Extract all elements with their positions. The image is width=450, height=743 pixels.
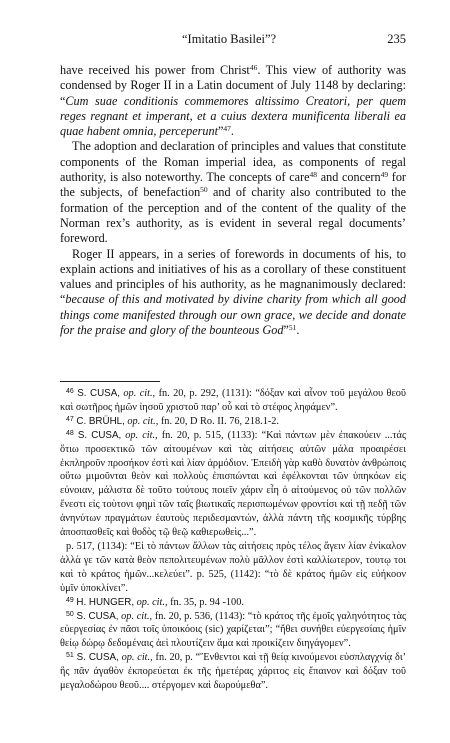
footnote-reference: fn. 20, D Ro. II. 76, 218.1-2.: [160, 415, 279, 427]
footnotes: [60, 387, 406, 693]
latin-quote: Cum suae conditionis commemores altissimo Creatori, per quem reges regnant et imperant, et a cuius dextera munificenta liberali ea quae habent omnia, perceperunt: [60, 93, 406, 139]
footnote-separator: [60, 381, 160, 382]
footnote-citation: op. cit.,: [121, 610, 153, 622]
text-run: The adoption and declaration of principles and values that constitute components of the Roman imperial idea, as components of regal authority, is also noteworthy. The concepts of care: [60, 139, 406, 185]
page-number: 235: [387, 32, 406, 46]
footnote-ref-49[interactable]: 49: [380, 170, 389, 180]
footnote-48: [60, 429, 406, 540]
text-run: ”: [217, 124, 224, 139]
footnote-reference: fn. 20, p. 536, (1143): “: [154, 610, 253, 622]
greek-quote: τὸ κράτος τῆς ἐμοῖς γαληνότητος τὰς εὐεργεσίας ἐν πᾶσι τοῖς ὑποικόοις (sic) χαρίζεται: [60, 610, 407, 636]
footnote-citation: op. cit.,: [127, 415, 159, 427]
footnote-citation: op. cit.,: [123, 388, 156, 399]
footnote-reference: fn. 20, p. 515, (1133): “: [161, 429, 267, 441]
text-run: and of charity also contributed to the formation of the perception and of the content of the quality of the Norman rex’s authority, as is evident in several regal documents’ foreword.: [60, 185, 407, 246]
footnote-51: [60, 651, 406, 693]
footnote-reference: fn. 20, p. “: [155, 652, 201, 664]
footnote-author: S. CUSA,: [77, 388, 120, 399]
footnote-ref-51[interactable]: 51: [288, 323, 297, 333]
text-run: ”.: [343, 638, 351, 650]
text-run: .: [230, 124, 234, 139]
text-run: for the subjects, of benefaction: [60, 170, 406, 200]
footnote-number: 47: [66, 415, 74, 423]
text-run: . This view of authority was condensed by Roger II in a Latin document of July 1148 by declaring: “: [60, 63, 406, 108]
greek-quote: δόξαν καὶ αἶνον τοῦ μεγάλου θεοῦ καὶ σωτῆρος ἡμῶν ἰησοῦ χριστοῦ παρ’ οὗ καὶ τὸ στέφος ληφάμεν: [60, 388, 407, 413]
footnote-number: 48: [66, 429, 74, 437]
footnote-46: [60, 387, 406, 415]
footnote-number: 49: [66, 596, 74, 604]
footnote-number: 46: [66, 388, 74, 395]
greek-quote: Ἔνθεντοι καὶ τῇ θείᾳ κινούμενοι εὐσπλαγχνίᾳ δι’ ἣς πᾶν ἀγαθὸν ἐκπορεύεται ἐκ τῆς ἡμετέρας χάριτος εἰς ἔπαινον καὶ δόξαν τοῦ μεγαλοδώρου θεοῦ.... στέργομεν καὶ δωρούμεθα: [60, 652, 407, 692]
footnote-reference: fn. 20, p. 292, (1131): “: [158, 388, 260, 399]
paragraph-2: [60, 139, 406, 246]
paragraph-3: [60, 247, 406, 339]
footnote-47: [60, 415, 406, 429]
text-run: ”.: [249, 527, 257, 539]
footnote-ref-48[interactable]: 48: [309, 170, 317, 180]
text-run: ”: [283, 323, 289, 338]
text-run: .: [296, 323, 300, 338]
greek-quote: ἤθει συνήθει εὐεργεσίαις ἡμῖν θείῳ δώρῳ δεδομέναις ἀεὶ πλουτίζειν ἅμα καὶ προικίζειν διηγάγομεν: [60, 624, 407, 650]
footnote-author: H. HUNGER,: [76, 596, 135, 608]
greek-quote: τὸ δὲ κράτος ἡμῶν εἰς εὐήκοον ὑμῖν ὑποκλίνει: [60, 568, 406, 594]
running-header: [60, 32, 406, 48]
footnote-reference: ”. p. 525, (1142): “: [185, 568, 270, 580]
paragraph-1: [60, 63, 406, 139]
footnote-reference: p. 517, (1134): “: [66, 540, 135, 552]
text-run: ”; “: [265, 624, 281, 636]
english-quote: because of this and motivated by divine charity from which all good things come manifested through our own grace, we decide and donate for the praise and glory of the bounteous God: [60, 292, 406, 338]
footnote-ref-46[interactable]: 46: [249, 63, 258, 72]
footnote-author: S. CUSA,: [76, 652, 119, 664]
footnote-author: S. CUSA,: [76, 610, 119, 622]
footnote-number: 51: [66, 652, 74, 660]
footnote-ref-47[interactable]: 47: [223, 124, 231, 134]
running-title: “Imitatio Basilei”?: [182, 32, 277, 46]
footnote-author: C. BRÜHL,: [76, 415, 125, 427]
greek-quote: Καὶ πάντων μὲν ἐπακούειν ...τάς ὅτιω προσεκτικῶ τῶν αἰτουμένων καὶ τὰς αἰτήσεις αὐτῶν μάλα προαιρέσει ἐκπληροῦν προσήκον ἐστὶ καὶ λίαν ἁρμόδιον. Ἐπειδὴ γὰρ καθὸ δυνατὸν ἀνθρώποις οὕτω μιμοῦνται θεὸν καὶ πολλοὺς ἐπισπώνται καὶ ἐφέλκονται τῶν ὑπηκόων εἰς εὐνοιαν, μάλιστα δὲ τοῦτο τούτους ποιεῖν χάριν εἶη ὁ αἰτούμενος οὐ τῶν πολλῶν ἔνεστι εἰς τοὺτονι φημὶ τῶν ταῖς βιωτικαῖς περισπωμένων φροντίσι καὶ τῇ πεδῇ τῶν ἀνηνύτων πραγμάτων ἑαυτοὺς περιδεσμαντών, ἀλλὰ πάντη τῆς κοσμικῆς τύρβης ἀποσπασθεῖς καὶ θοδὸς τῷ θεῷ καθιερωθεὶς...: [60, 429, 407, 539]
footnote-48-continued: [60, 540, 406, 596]
footnote-49: [60, 596, 406, 610]
footnote-citation: op. cit.,: [121, 652, 153, 664]
footnote-number: 50: [66, 610, 74, 618]
greek-quote: Εἰ τὸ πάντων ἄλλων τὰς αἰτήσεις πρὸς τέλος ἄγειν λίαν ἐνίκαλον ἀλλὰ γε τῶν κατὰ θεὸν πεπολιτευμένων πολὺ μᾶλλον ἐστὶ καλλίωτερον, τουτῳ τοι καὶ τὸ κράτος ἡμῶν...κελεύει: [60, 540, 407, 580]
footnote-citation: op. cit.,: [125, 429, 158, 441]
text-run: ”.: [330, 401, 338, 413]
text-run: and concern: [317, 170, 381, 185]
main-text: [60, 63, 406, 338]
footnote-ref-50[interactable]: 50: [200, 185, 208, 195]
text-run: ”.: [120, 582, 128, 594]
footnote-50: [60, 610, 406, 652]
footnote-author: S. CUSA,: [77, 429, 122, 441]
footnote-citation: op. cit.,: [136, 596, 168, 608]
footnote-reference: fn. 35, p. 94 -100.: [170, 596, 244, 608]
text-run: ”.: [260, 680, 268, 692]
text-run: have received his power from Christ: [60, 63, 250, 77]
text-run: Roger II appears, in a series of forewords in documents of his, to explain actions and initiatives of his as a corollary of these constituent values and principles of his authority, as he magnanimously declared: “: [60, 246, 406, 307]
